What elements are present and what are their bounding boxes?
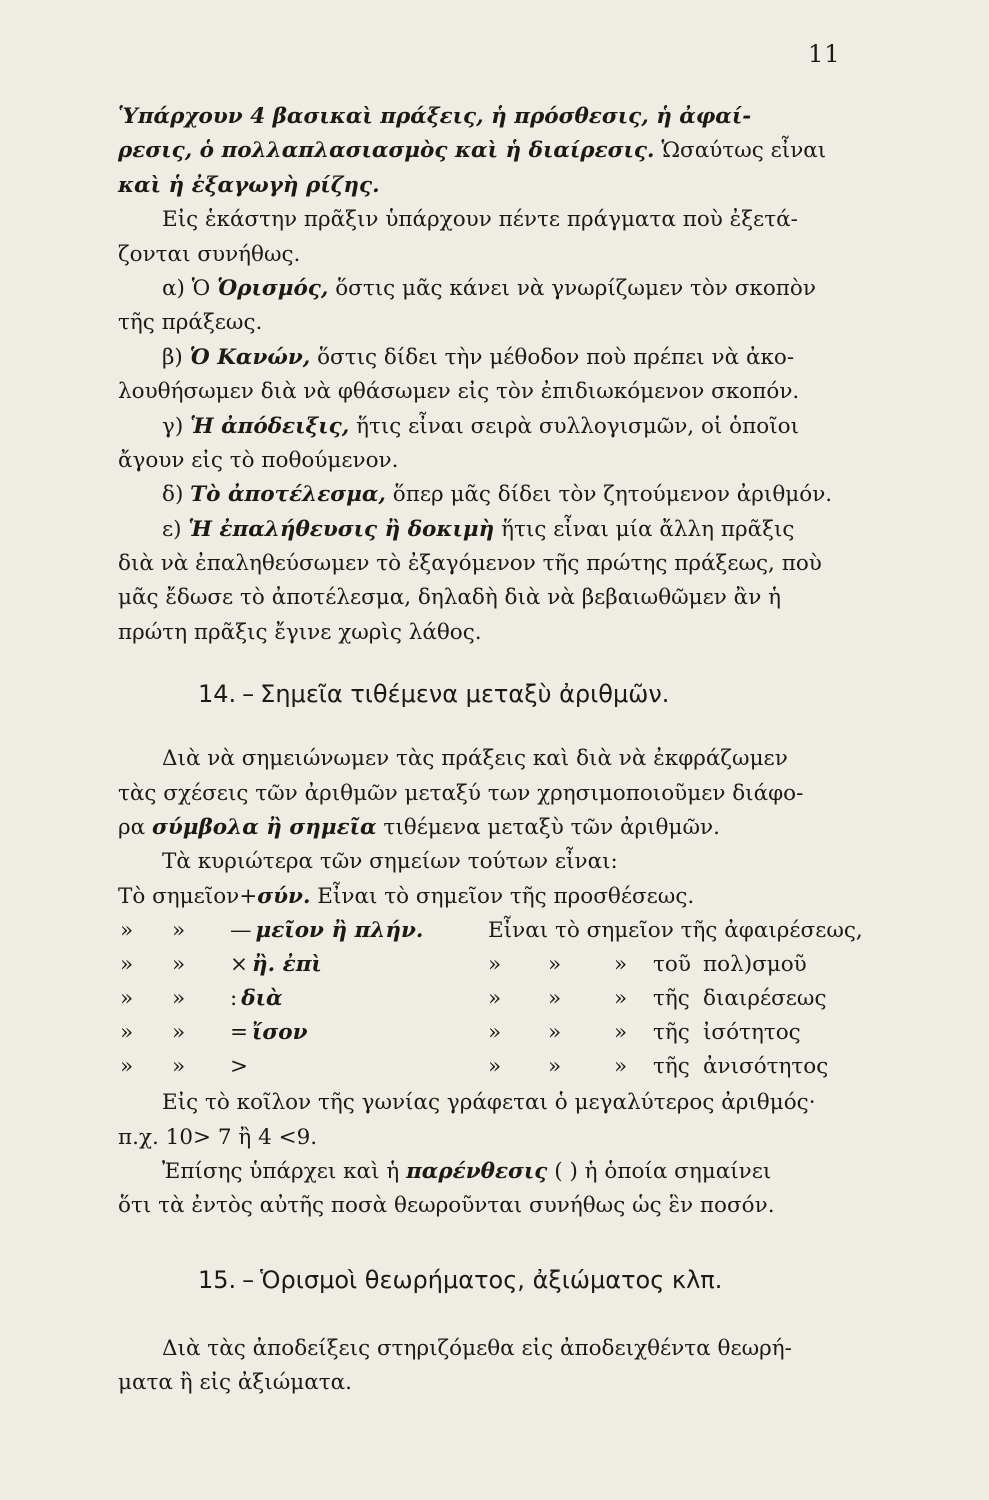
section-14-after-paragraphs bbox=[118, 1086, 858, 1224]
section-14-paragraphs bbox=[118, 742, 858, 914]
text-line bbox=[118, 845, 858, 879]
ditto-mark: » bbox=[120, 952, 134, 978]
symbol-article: τῆς bbox=[653, 986, 690, 1012]
section-14-title: Σημεῖα τιθέμενα μεταξὺ ἀριθμῶν. bbox=[260, 680, 670, 709]
text-line bbox=[118, 1155, 858, 1189]
body-text: π.χ. 10> 7 ἢ 4 <9. bbox=[118, 1124, 318, 1150]
text-line bbox=[118, 581, 858, 615]
page-content bbox=[118, 100, 863, 1401]
text-line bbox=[118, 742, 858, 776]
text-line bbox=[118, 1121, 858, 1155]
body-text: β) bbox=[162, 344, 190, 370]
body-text: ἄγουν εἰς τὸ ποθούμενον. bbox=[118, 447, 399, 473]
ditto-mark: » bbox=[614, 1020, 628, 1046]
symbols-table bbox=[118, 914, 863, 1086]
symbol-glyph: = bbox=[230, 1020, 249, 1046]
symbol-operation: ἰσότητος bbox=[703, 1020, 801, 1046]
emphasis-text: σύν. bbox=[257, 883, 311, 909]
ditto-mark: » bbox=[614, 986, 628, 1012]
symbol-glyph: > bbox=[230, 1054, 249, 1080]
body-text: τιθέμενα μεταξὺ τῶν ἀριθμῶν. bbox=[376, 815, 720, 841]
text-line bbox=[118, 410, 858, 444]
symbol-row bbox=[118, 1050, 858, 1084]
ditto-mark: » bbox=[488, 986, 502, 1012]
text-line bbox=[118, 547, 858, 581]
emphasis-text: Ὁρισμός, bbox=[217, 275, 329, 301]
section-15-number: 15. bbox=[198, 1265, 237, 1294]
body-text: ὅστις μᾶς κάνει νὰ γνωρίζωμεν τὸν σκοπὸν bbox=[328, 275, 816, 301]
section-15-title: Ὁρισμοὶ θεωρήματος, ἀξιώματος κλπ. bbox=[260, 1265, 723, 1294]
body-text: λουθήσωμεν διὰ νὰ φθάσωμεν εἰς τὸν ἐπιδιωκόμενον σκοπόν. bbox=[118, 379, 800, 405]
symbol-operation: διαιρέσεως bbox=[703, 986, 827, 1012]
symbol-article: τῆς bbox=[653, 1054, 690, 1080]
section-14-heading bbox=[118, 664, 858, 724]
symbol-row bbox=[118, 982, 858, 1016]
symbol-cell bbox=[230, 982, 283, 1016]
body-text: γ) bbox=[162, 413, 191, 439]
symbol-row bbox=[118, 914, 863, 948]
body-text: τὰς σχέσεις τῶν ἀριθμῶν μεταξύ των χρησιμοποιοῦμεν διάφο- bbox=[118, 780, 804, 806]
symbol-cell bbox=[230, 1016, 308, 1050]
symbol-row bbox=[118, 1016, 858, 1050]
body-text: Διὰ νὰ σημειώνωμεν τὰς πράξεις καὶ διὰ νὰ ἐκφράζωμεν bbox=[162, 746, 788, 772]
text-line bbox=[118, 513, 858, 547]
text-line bbox=[118, 478, 858, 512]
body-text: Ὡσαύτως εἶναι bbox=[654, 138, 827, 164]
text-line bbox=[118, 1332, 858, 1366]
section-14-dash: – bbox=[242, 680, 255, 709]
body-text: ( ) ἡ ὁποία σημαίνει bbox=[547, 1158, 772, 1184]
emphasis-text: ρεσις, ὁ πολλαπλασιασμὸς καὶ ἡ διαίρεσις. bbox=[118, 138, 655, 164]
body-text: δ) bbox=[162, 482, 191, 508]
section-15-paragraphs bbox=[118, 1332, 858, 1401]
body-text: μᾶς ἔδωσε τὸ ἀποτέλεσμα, δηλαδὴ διὰ νὰ βεβαιωθῶμεν ἂν ἡ bbox=[118, 585, 781, 611]
symbol-glyph: × bbox=[230, 952, 249, 978]
body-text: ἥτις εἶναι σειρὰ συλλογισμῶν, οἱ ὁποῖοι bbox=[349, 413, 799, 439]
emphasis-text: Ὑπάρχουν 4 βασικαὶ πράξεις, ἡ πρόσθεσις, ἡ ἀφαί- bbox=[118, 104, 752, 129]
text-line bbox=[118, 134, 858, 168]
symbol-article: τῆς bbox=[653, 1020, 690, 1046]
text-line bbox=[118, 375, 858, 409]
ditto-mark: » bbox=[120, 986, 134, 1012]
symbol-glyph: — bbox=[230, 918, 252, 944]
section-15-dash: – bbox=[242, 1265, 255, 1294]
ditto-mark: » bbox=[548, 1020, 562, 1046]
text-line bbox=[118, 203, 858, 237]
emphasis-text: Ἡ ἀπόδειξις, bbox=[190, 413, 350, 439]
ditto-mark: » bbox=[548, 952, 562, 978]
symbol-row bbox=[118, 948, 858, 982]
emphasis-text: Ἡ ἐπαλήθευσις ἢ δοκιμὴ bbox=[188, 516, 495, 542]
text-line bbox=[118, 811, 858, 845]
body-text: διὰ νὰ ἐπαληθεύσωμεν τὸ ἐξαγόμενον τῆς πρώτης πράξεως, ποὺ bbox=[118, 551, 822, 577]
body-text: ἥτις εἶναι μία ἄλλη πρᾶξις bbox=[494, 516, 795, 542]
ditto-mark: » bbox=[172, 918, 186, 944]
symbol-cell bbox=[230, 948, 322, 982]
body-text: ματα ἢ εἰς ἀξιώματα. bbox=[118, 1370, 352, 1396]
emphasis-text: καὶ ἡ ἐξαγωγὴ ρίζης. bbox=[118, 172, 380, 198]
body-text: ὅτι τὰ ἐντὸς αὐτῆς ποσὰ θεωροῦνται συνήθως ὡς ἓν ποσόν. bbox=[118, 1193, 775, 1219]
body-text: ρα bbox=[118, 815, 152, 841]
body-text: Διὰ τὰς ἀποδείξεις στηριζόμεθα εἰς ἀποδειχθέντα θεωρή- bbox=[162, 1335, 792, 1361]
ditto-mark: » bbox=[548, 1054, 562, 1080]
text-line bbox=[118, 1366, 858, 1400]
ditto-mark: » bbox=[614, 952, 628, 978]
ditto-mark: » bbox=[488, 1054, 502, 1080]
symbol-glyph: : bbox=[230, 986, 238, 1012]
text-line bbox=[118, 444, 858, 478]
emphasis-text: Τὸ ἀποτέλεσμα, bbox=[190, 482, 386, 508]
symbol-operation: πολ)σμοῦ bbox=[703, 952, 807, 978]
text-line bbox=[118, 880, 858, 914]
body-text: ζονται συνήθως. bbox=[118, 241, 301, 267]
body-text: Εἰς ἑκάστην πρᾶξιν ὑπάρχουν πέντε πράγματα ποὺ ἐξετά- bbox=[162, 207, 798, 233]
ditto-mark: » bbox=[120, 1020, 134, 1046]
symbol-article: τοῦ bbox=[653, 952, 691, 978]
text-line bbox=[118, 1189, 858, 1223]
body-text: ε) bbox=[162, 516, 189, 542]
text-line bbox=[118, 238, 858, 272]
text-line bbox=[118, 1086, 858, 1120]
body-text: Τὰ κυριώτερα τῶν σημείων τούτων εἶναι: bbox=[162, 849, 618, 875]
body-text: ὅπερ μᾶς δίδει τὸν ζητούμενον ἀριθμόν. bbox=[385, 482, 833, 508]
text-line bbox=[118, 306, 858, 340]
symbol-name: μεῖον ἢ πλήν. bbox=[255, 918, 424, 944]
ditto-mark: » bbox=[120, 1054, 134, 1080]
symbol-name: ἴσον bbox=[252, 1020, 308, 1046]
ditto-mark: » bbox=[120, 918, 134, 944]
body-text: Εἶναι τὸ σημεῖον τῆς προσθέσεως. bbox=[310, 883, 695, 909]
intro-paragraphs bbox=[118, 100, 858, 650]
body-text: Ἐπίσης ὑπάρχει καὶ ἡ bbox=[162, 1158, 407, 1184]
ditto-mark: » bbox=[488, 952, 502, 978]
ditto-mark: » bbox=[172, 1020, 186, 1046]
body-text: πρώτη πρᾶξις ἔγινε χωρὶς λάθος. bbox=[118, 619, 482, 645]
ditto-mark: » bbox=[614, 1054, 628, 1080]
ditto-mark: » bbox=[172, 952, 186, 978]
ditto-mark: » bbox=[488, 1020, 502, 1046]
body-text: α) Ὁ bbox=[162, 275, 218, 301]
section-14-number: 14. bbox=[198, 680, 237, 709]
symbol-cell bbox=[230, 1050, 252, 1084]
symbol-cell bbox=[230, 914, 423, 948]
text-line bbox=[118, 272, 858, 306]
ditto-mark: » bbox=[172, 1054, 186, 1080]
emphasis-text: σύμβολα ἢ σημεῖα bbox=[152, 815, 377, 841]
body-text: τῆς πράξεως. bbox=[118, 310, 263, 336]
emphasis-text: παρένθεσις bbox=[406, 1158, 548, 1184]
symbol-name: διὰ bbox=[241, 986, 283, 1012]
page-number: 11 bbox=[808, 40, 841, 68]
ditto-mark: » bbox=[172, 986, 186, 1012]
emphasis-text: Ὁ Κανών, bbox=[189, 344, 311, 370]
symbol-operation: ἀνισότητος bbox=[703, 1054, 829, 1080]
body-text: Τὸ σημεῖον+ bbox=[118, 883, 258, 909]
text-line bbox=[118, 341, 858, 375]
body-text: ὅστις δίδει τὴν μέθοδον ποὺ πρέπει νὰ ἀκο- bbox=[310, 344, 795, 370]
section-15-heading bbox=[118, 1250, 858, 1310]
text-line bbox=[118, 100, 858, 134]
text-line bbox=[118, 777, 858, 811]
text-line bbox=[118, 616, 858, 650]
body-text: Εἰς τὸ κοῖλον τῆς γωνίας γράφεται ὁ μεγαλύτερος ἀριθμός· bbox=[162, 1090, 816, 1116]
text-line bbox=[118, 169, 858, 203]
ditto-mark: » bbox=[548, 986, 562, 1012]
symbol-description: Εἶναι τὸ σημεῖον τῆς ἀφαιρέσεως, bbox=[488, 918, 863, 944]
symbol-name: ἢ. ἐπὶ bbox=[252, 952, 322, 978]
